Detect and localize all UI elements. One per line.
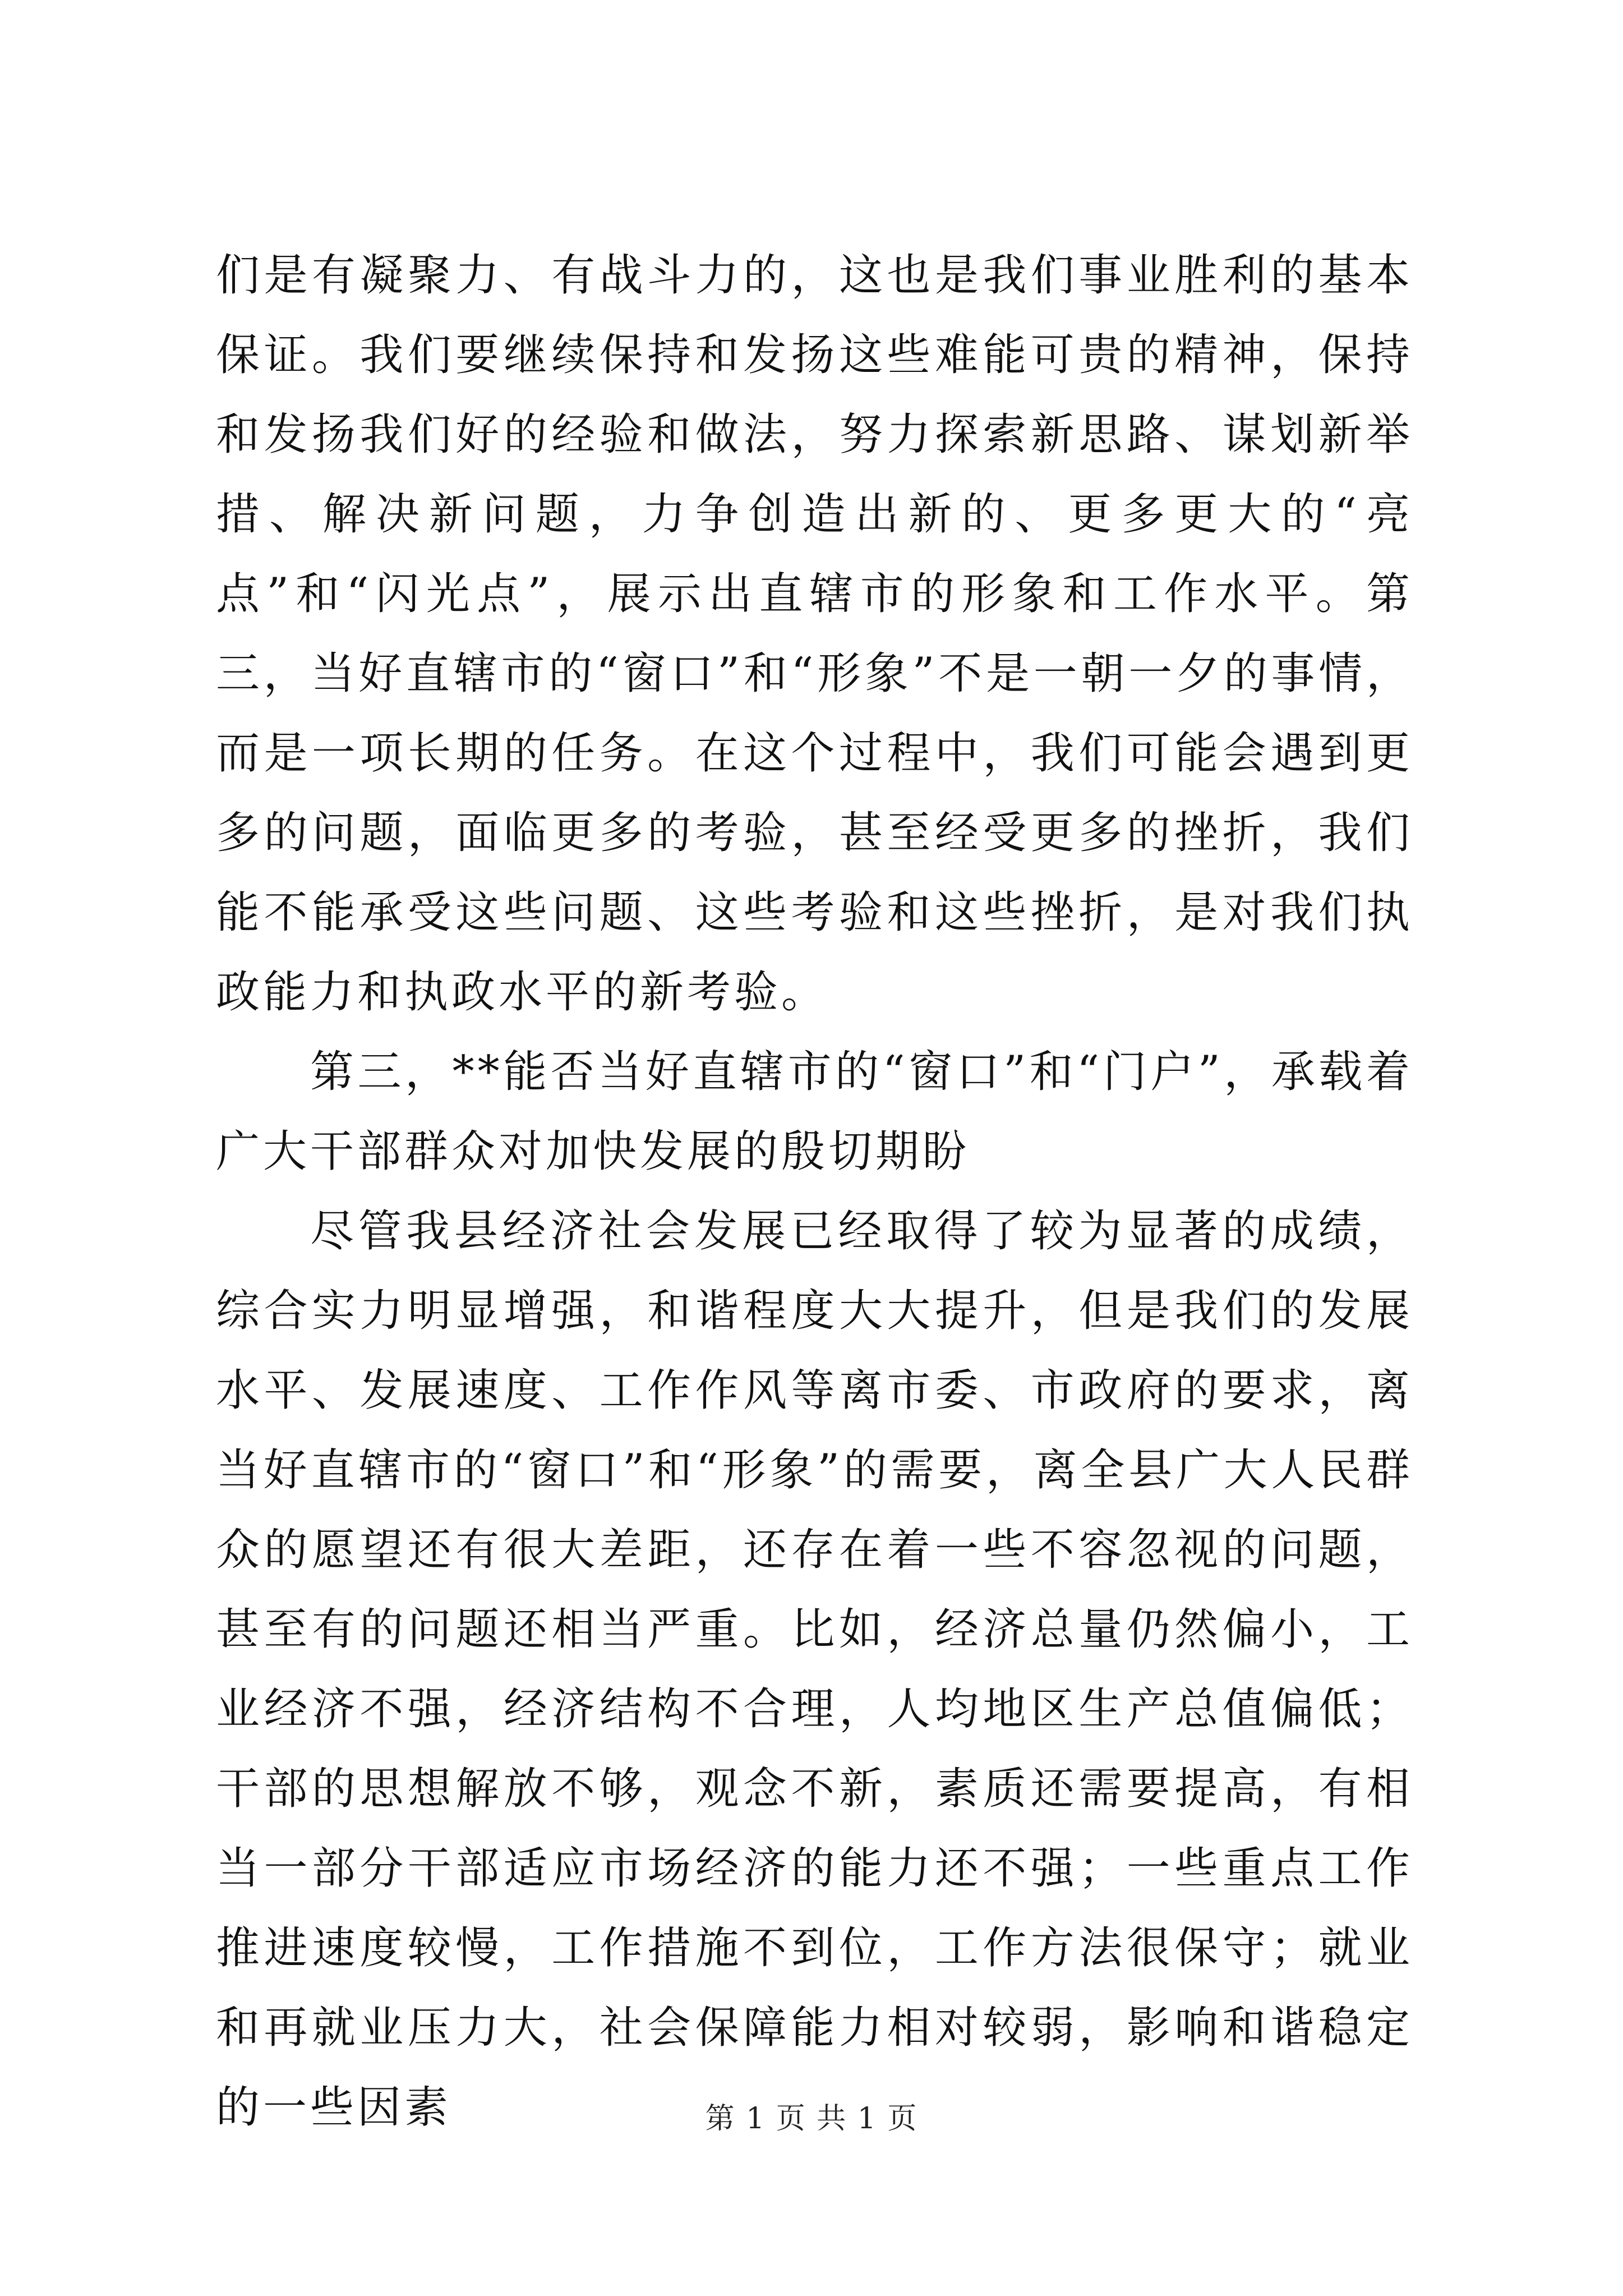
paragraph-3: 尽管我县经济社会发展已经取得了较为显著的成绩，综合实力明显增强，和谐程度大大提升，但是我们的发展水平、发展速度、工作作风等离市委、市政府的要求，离当好直辖市的“窗口”和“形象”的需要，离全县广大人民群众的愿望还有很大差距，还存在着一些不容忽视的问题，甚至有的问题还相当严重。比如，经济总量仍然偏小，工业经济不强，经济结构不合理，人均地区生产总值偏低；干部的思想解放不够，观念不新，素质还需要提高，有相当一部分干部适应市场经济的能力还不强；一些重点工作推进速度较慢，工作措施不到位，工作方法很保守；就业和再就业压力大，社会保障能力相对较弱，影响和谐稳定的一些因素 <box>216 1206 1413 2133</box>
paragraph-1: 们是有凝聚力、有战斗力的，这也是我们事业胜利的基本保证。我们要继续保持和发扬这些难能可贵的精神，保持和发扬我们好的经验和做法，努力探索新思路、谋划新举措、解决新问题，力争创造出新的、更多更大的“亮点”和“闪光点”，展示出直辖市的形象和工作水平。第三，当好直辖市的“窗口”和“形象”不是一朝一夕的事情，而是一项长期的任务。在这个过程中，我们可能会遇到更多的问题，面临更多的考验，甚至经受更多的挫折，我们能不能承受这些问题、这些考验和这些挫折，是对我们执政能力和执政水平的新考验。 <box>216 250 1413 1018</box>
paragraph-2-heading: 第三，**能否当好直辖市的“窗口”和“门户”，承载着广大干部群众对加快发展的殷切期盼 <box>216 1047 1413 1177</box>
document-body <box>216 236 1413 2147</box>
page-footer: 第 1 页 共 1 页 <box>705 2102 918 2136</box>
